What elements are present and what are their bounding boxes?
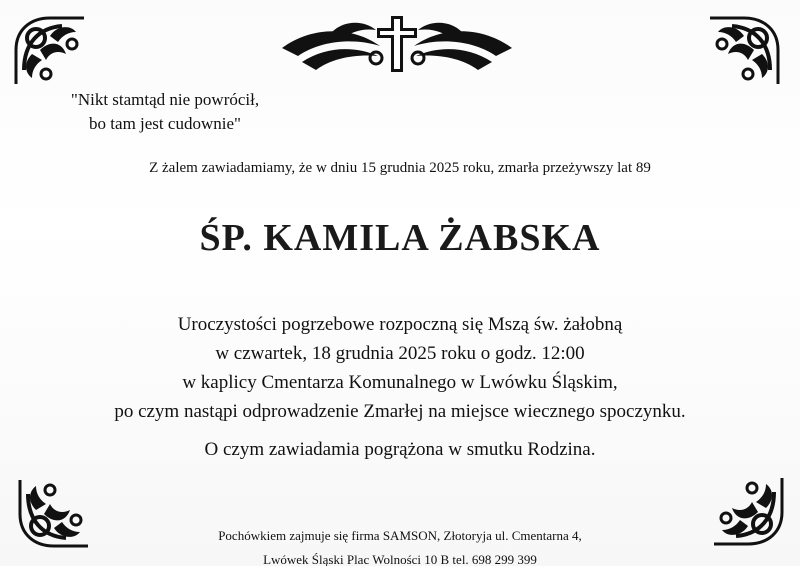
funeral-home-info [0, 524, 800, 566]
footer-line: Pochówkiem zajmuje się firma SAMSON, Złotoryja ul. Cmentarna 4, [218, 528, 582, 543]
ceremony-line: w czwartek, 18 grudnia 2025 roku o godz. 12:00 [215, 343, 585, 364]
ceremony-line: w kaplicy Cmentarza Komunalnego w Lwówku Śląskim, [182, 372, 618, 393]
ceremony-details [0, 310, 800, 426]
ceremony-line: Uroczystości pogrzebowe rozpoczną się Mszą św. żałobną [177, 314, 623, 335]
footer-line: Lwówek Śląski Plac Wolności 10 B tel. 698 299 399 [263, 552, 537, 566]
quote-line: "Nikt stamtąd nie powrócił, [70, 90, 260, 109]
ceremony-line: po czym nastąpi odprowadzenie Zmarłej na miejsce wiecznego spoczynku. [114, 401, 686, 422]
family-closing: O czym zawiadamia pogrążona w smutku Rodzina. [204, 439, 596, 460]
epitaph-quote [30, 88, 300, 136]
cross-with-leaves-icon [272, 12, 522, 76]
deceased-name: ŚP. KAMILA ŻABSKA [199, 217, 601, 259]
floral-corner-icon [10, 10, 90, 90]
death-announcement: Z żalem zawiadamiamy, że w dniu 15 grudnia 2025 roku, zmarła przeżywszy lat 89 [149, 160, 651, 176]
quote-line: bo tam jest cudownie" [89, 114, 241, 133]
floral-corner-icon [704, 10, 784, 90]
